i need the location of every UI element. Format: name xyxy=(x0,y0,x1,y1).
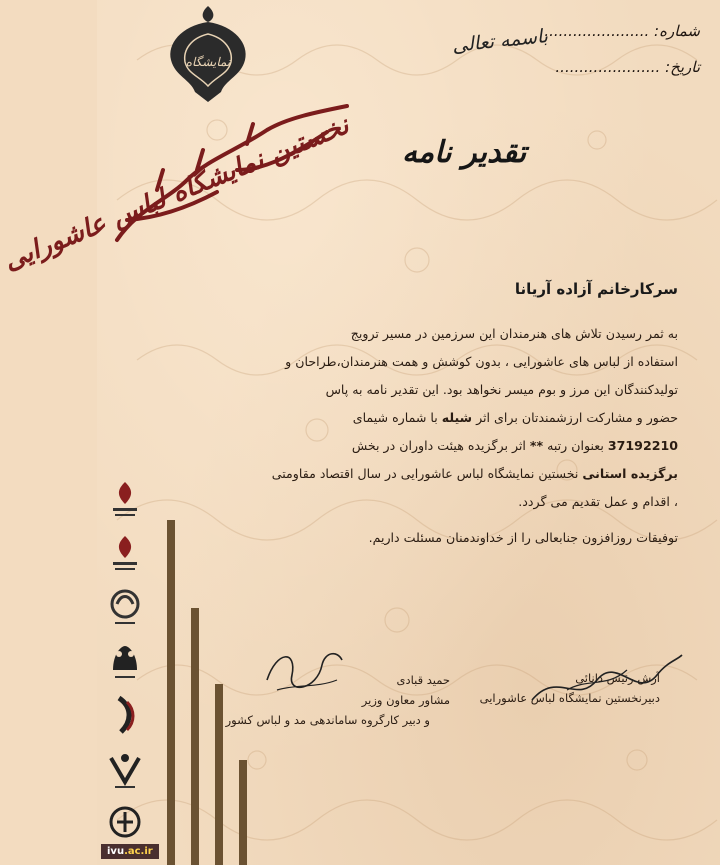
signatory-title: و دبیر کارگروه ساماندهی مد و لباس کشور xyxy=(225,713,430,727)
signatory-name: حمید قبادی xyxy=(396,673,450,687)
letter-date-value: ...................... xyxy=(555,58,661,76)
body-line: استفاده از لباس های عاشورایی ، بدون کوشش و همت هنرمندان،طراحان و xyxy=(285,354,678,369)
fashion-working-group-logo-icon xyxy=(107,640,143,684)
watermark-prefix: ivu xyxy=(107,846,125,857)
body-line: ، اقدام و عمل تقدیم می گردد. xyxy=(518,494,678,509)
body-text-fragment: با شماره شیمای xyxy=(352,410,442,425)
certificate-body xyxy=(178,320,678,516)
ministry-emblem-icon xyxy=(107,478,143,522)
certificate-heading: تقدیر نامه xyxy=(402,135,527,170)
closing-line: توفیقات روزافزون جنابعالی را از خداوندمنان مسئلت داریم. xyxy=(368,530,678,545)
body-line xyxy=(178,404,678,432)
organization-logo-icon xyxy=(107,802,143,846)
institute-logo-icon xyxy=(107,748,143,792)
letter-date-row xyxy=(555,58,700,76)
signatory-title: دبیرنخستین نمایشگاه لباس عاشورایی xyxy=(479,691,660,705)
body-line: تولیدکنندگان این مرز و بوم میسر نخواهد بود. این تقدیر نامه به پاس xyxy=(325,382,678,397)
signatory-name: آرش رئیس دانائی xyxy=(575,671,660,685)
culture-ministry-emblem-icon xyxy=(107,532,143,576)
top-invocation: باسمه تعالی xyxy=(451,25,549,57)
exhibition-emblem-icon xyxy=(165,4,251,104)
decorative-bar xyxy=(215,684,223,865)
signature-scribble-icon xyxy=(257,640,347,700)
arts-council-logo-icon xyxy=(107,586,143,630)
registration-number: 37192210 xyxy=(607,438,678,453)
foundation-logo-icon xyxy=(107,694,143,738)
body-text-fragment: حضور و مشارکت ارزشمندتان برای اثر xyxy=(472,410,678,425)
rank-value: ** xyxy=(529,438,544,453)
body-text-fragment: نخستین نمایشگاه لباس عاشورایی در سال اقتصاد مقاومتی xyxy=(271,466,583,481)
site-watermark xyxy=(101,844,159,859)
decorative-bars xyxy=(167,520,257,865)
award-section: برگزیده استانی xyxy=(582,466,678,481)
body-line: به ثمر رسیدن تلاش های هنرمندان این سرزمین در مسیر ترویج xyxy=(350,326,678,341)
recipient-name: سرکارخانم آزاده آریانا xyxy=(514,280,678,298)
letter-number-label: شماره: xyxy=(654,22,700,40)
body-text-fragment: بعنوان رتبه xyxy=(543,438,608,453)
decorative-bar xyxy=(167,520,175,865)
sponsor-logos xyxy=(103,478,143,856)
decorative-bar xyxy=(239,760,247,865)
body-text-fragment: اثر برگزیده هیئت داوران در بخش xyxy=(351,438,530,453)
artwork-title: شیله xyxy=(441,410,473,425)
decorative-bar xyxy=(191,608,199,865)
letter-date-label: تاریخ: xyxy=(665,58,700,76)
letter-number-value: ...................... xyxy=(544,22,650,40)
watermark-domain: .ac.ir xyxy=(124,846,153,857)
signature-scribble-icon xyxy=(527,650,687,710)
letter-number-row xyxy=(544,22,700,40)
calligraphy-title-text: نخستین نمایشگاه لباس عاشورایی xyxy=(0,110,354,277)
body-line xyxy=(178,432,678,460)
body-line xyxy=(178,460,678,488)
signatory-title: مشاور معاون وزیر xyxy=(361,693,450,707)
emblem-inscription: نمایشگاه xyxy=(185,55,231,69)
calligraphy-title xyxy=(0,100,357,277)
